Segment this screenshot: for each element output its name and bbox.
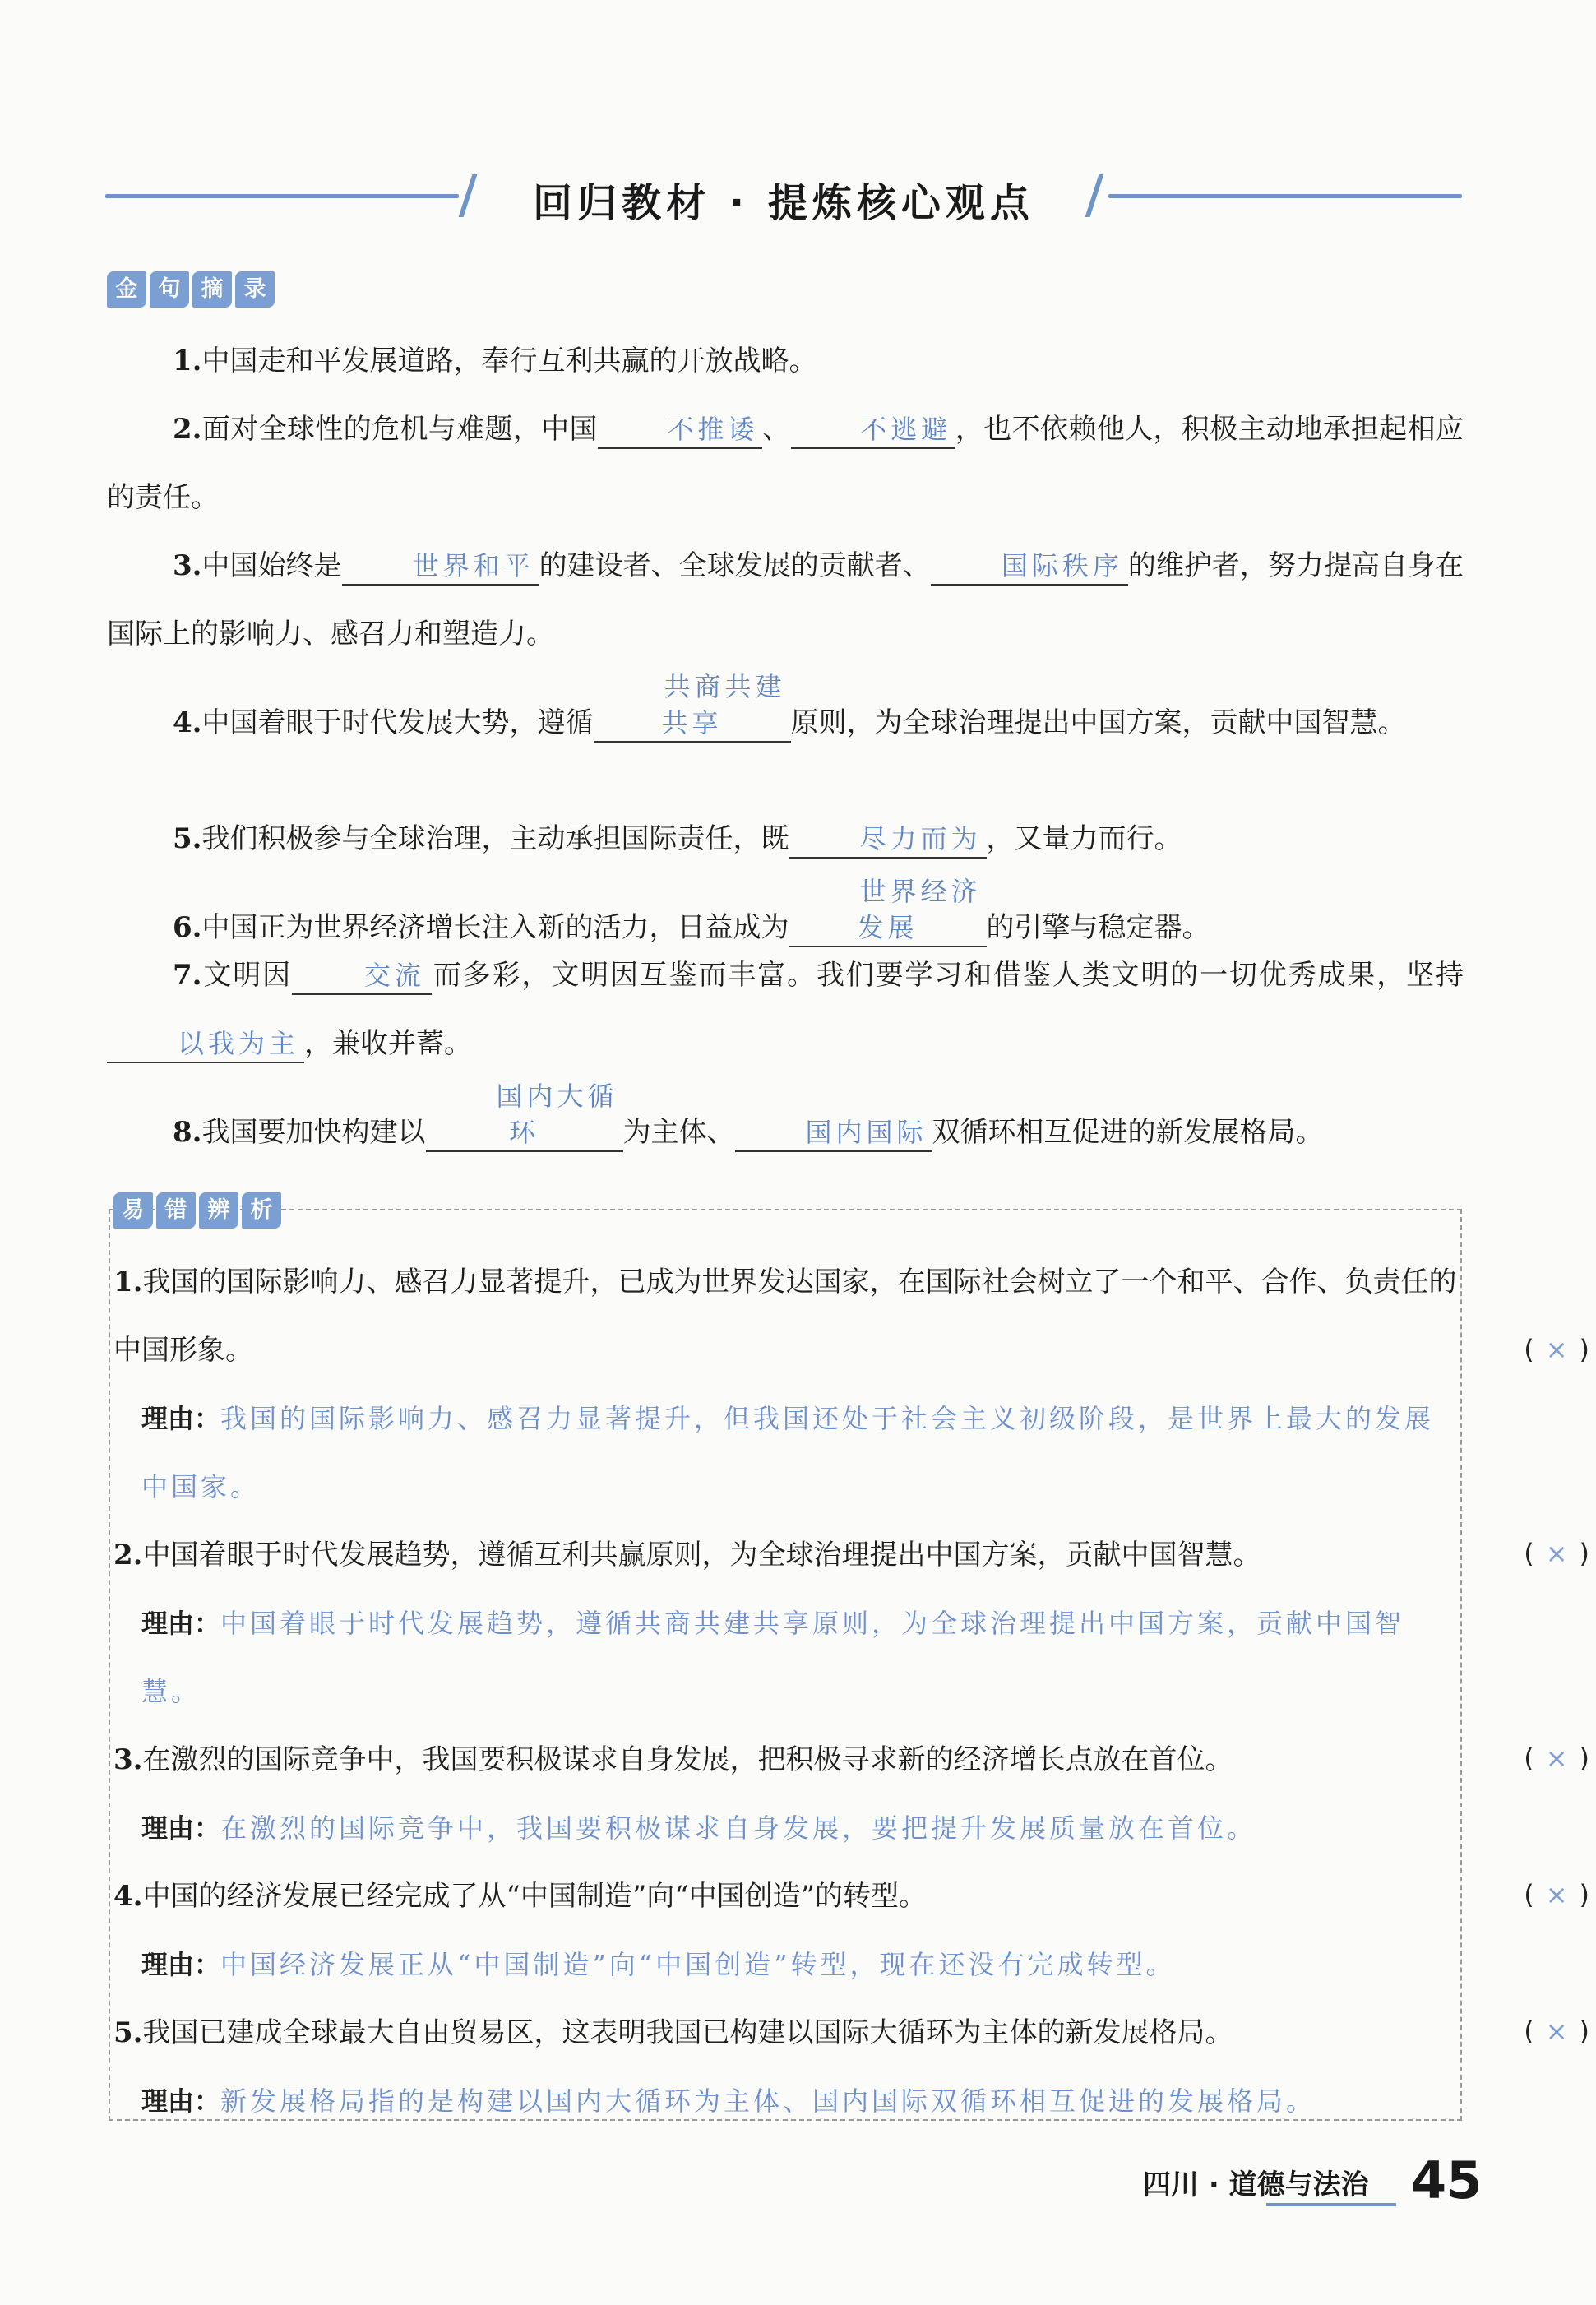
page-footer xyxy=(1143,2150,1483,2216)
mistake-question-5: 5.我国已建成全球最大自由贸易区，这表明我国已构建以国际大循环为主体的新发展格局。 xyxy=(113,2016,1233,2049)
tag-char: 录 xyxy=(235,271,275,308)
fill-blank: 以我为主 xyxy=(107,1025,304,1063)
answer-mark: ( × ) xyxy=(1524,1538,1589,1569)
quote-item-3: 3.中国始终是 世界和平 的建设者、全球发展的贡献者、 国际秩序 的维护者，努力提高自身在国际上的影响力、感召力和塑造力。 xyxy=(107,549,1464,650)
answer-mark: ( × ) xyxy=(1524,1743,1589,1774)
tag-char: 析 xyxy=(242,1192,281,1229)
quote-item-4: 4.中国着眼于时代发展大势，遵循共商共建共享 原则，为全球治理提出中国方案，贡献中国智慧。 xyxy=(107,669,1464,757)
mistake-question-1: 1.我国的国际影响力、感召力显著提升，已成为世界发达国家，在国际社会树立了一个和平、合作、负责任的中国形象。 xyxy=(113,1266,1457,1367)
mistake-question-3: 3.在激烈的国际竞争中，我国要积极谋求自身发展，把积极寻求新的经济增长点放在首位。 xyxy=(113,1743,1233,1776)
quote-item-7: 7.文明因 交流 而多彩，文明因互鉴而丰富。我们要学习和借鉴人类文明的一切优秀成果，坚持以我为主 ，兼收并蓄。 xyxy=(107,942,1464,1078)
fill-blank: 尽力而为 xyxy=(789,821,987,859)
fill-blank: 国内大循环 xyxy=(426,1078,623,1152)
tag-char: 句 xyxy=(150,271,189,308)
answer-mark: ( × ) xyxy=(1524,1879,1589,1910)
mistake-reason-2: 理由：中国着眼于时代发展趋势，遵循共商共建共享原则，为全球治理提出中国方案，贡献中国智慧。 xyxy=(141,1608,1405,1707)
fill-blank: 交流 xyxy=(292,957,432,995)
mistakes-section-tag xyxy=(113,1192,281,1229)
fill-blank: 世界和平 xyxy=(342,548,539,586)
header-slash-left xyxy=(459,174,478,217)
mistake-reason-1: 理由：我国的国际影响力、感召力显著提升，但我国还处于社会主义初级阶段，是世界上最大的发展中国家。 xyxy=(141,1403,1435,1502)
mistake-reason-3: 理由：在激烈的国际竞争中，我国要积极谋求自身发展，要把提升发展质量放在首位。 xyxy=(141,1812,1257,1844)
quote-item-6: 6.中国正为世界经济增长注入新的活力，日益成为世界经济发展 的引擎与稳定器。 xyxy=(107,873,1464,962)
header-line-right xyxy=(1108,194,1462,198)
quotes-section-tag xyxy=(107,271,275,308)
page-number: 45 xyxy=(1411,2150,1483,2210)
fill-blank: 国内国际 xyxy=(735,1114,932,1152)
fill-blank: 不逃避 xyxy=(791,411,955,449)
mistake-question-4: 4.中国的经济发展已经完成了从“中国制造”向“中国创造”的转型。 xyxy=(113,1880,928,1913)
header-line-left xyxy=(105,194,459,198)
quote-item-8: 8.我国要加快构建以国内大循环 为主体、 国内国际 双循环相互促进的新发展格局。 xyxy=(107,1078,1464,1167)
tag-char: 摘 xyxy=(192,271,232,308)
mistake-question-2: 2.中国着眼于时代发展趋势，遵循互利共赢原则，为全球治理提出中国方案，贡献中国智慧。 xyxy=(113,1539,1261,1571)
quote-item-1: 1.中国走和平发展道路，奉行互利共赢的开放战略。 xyxy=(173,345,817,377)
mistake-reason-5: 理由：新发展格局指的是构建以国内大循环为主体、国内国际双循环相互促进的发展格局。 xyxy=(141,2085,1316,2117)
answer-mark: ( × ) xyxy=(1524,2016,1589,2047)
page-title: 回归教材 · 提炼核心观点 xyxy=(533,180,1034,226)
tag-char: 金 xyxy=(107,271,146,308)
section-header xyxy=(105,164,1462,238)
footer-underline xyxy=(1266,2203,1396,2206)
fill-blank: 共商共建共享 xyxy=(594,669,791,743)
fill-blank: 不推诿 xyxy=(598,411,762,449)
quote-item-2: 2.面对全球性的危机与难题，中国 不推诿 、 不逃避 ，也不依赖他人，积极主动地承担起相应的责任。 xyxy=(107,413,1464,514)
footer-label: 四川 · 道德与法治 xyxy=(1143,2168,1369,2201)
fill-blank: 世界经济发展 xyxy=(789,873,987,947)
quote-item-5: 5.我们积极参与全球治理，主动承担国际责任，既 尽力而为 ，又量力而行。 xyxy=(107,805,1464,873)
fill-blank: 国际秩序 xyxy=(931,548,1128,586)
tag-char: 辨 xyxy=(199,1192,238,1229)
header-slash-right xyxy=(1085,174,1104,217)
answer-mark: ( × ) xyxy=(1524,1334,1589,1365)
mistake-reason-4: 理由：中国经济发展正从“中国制造”向“中国创造”转型，现在还没有完成转型。 xyxy=(141,1949,1176,1980)
tag-char: 错 xyxy=(156,1192,196,1229)
tag-char: 易 xyxy=(113,1192,153,1229)
